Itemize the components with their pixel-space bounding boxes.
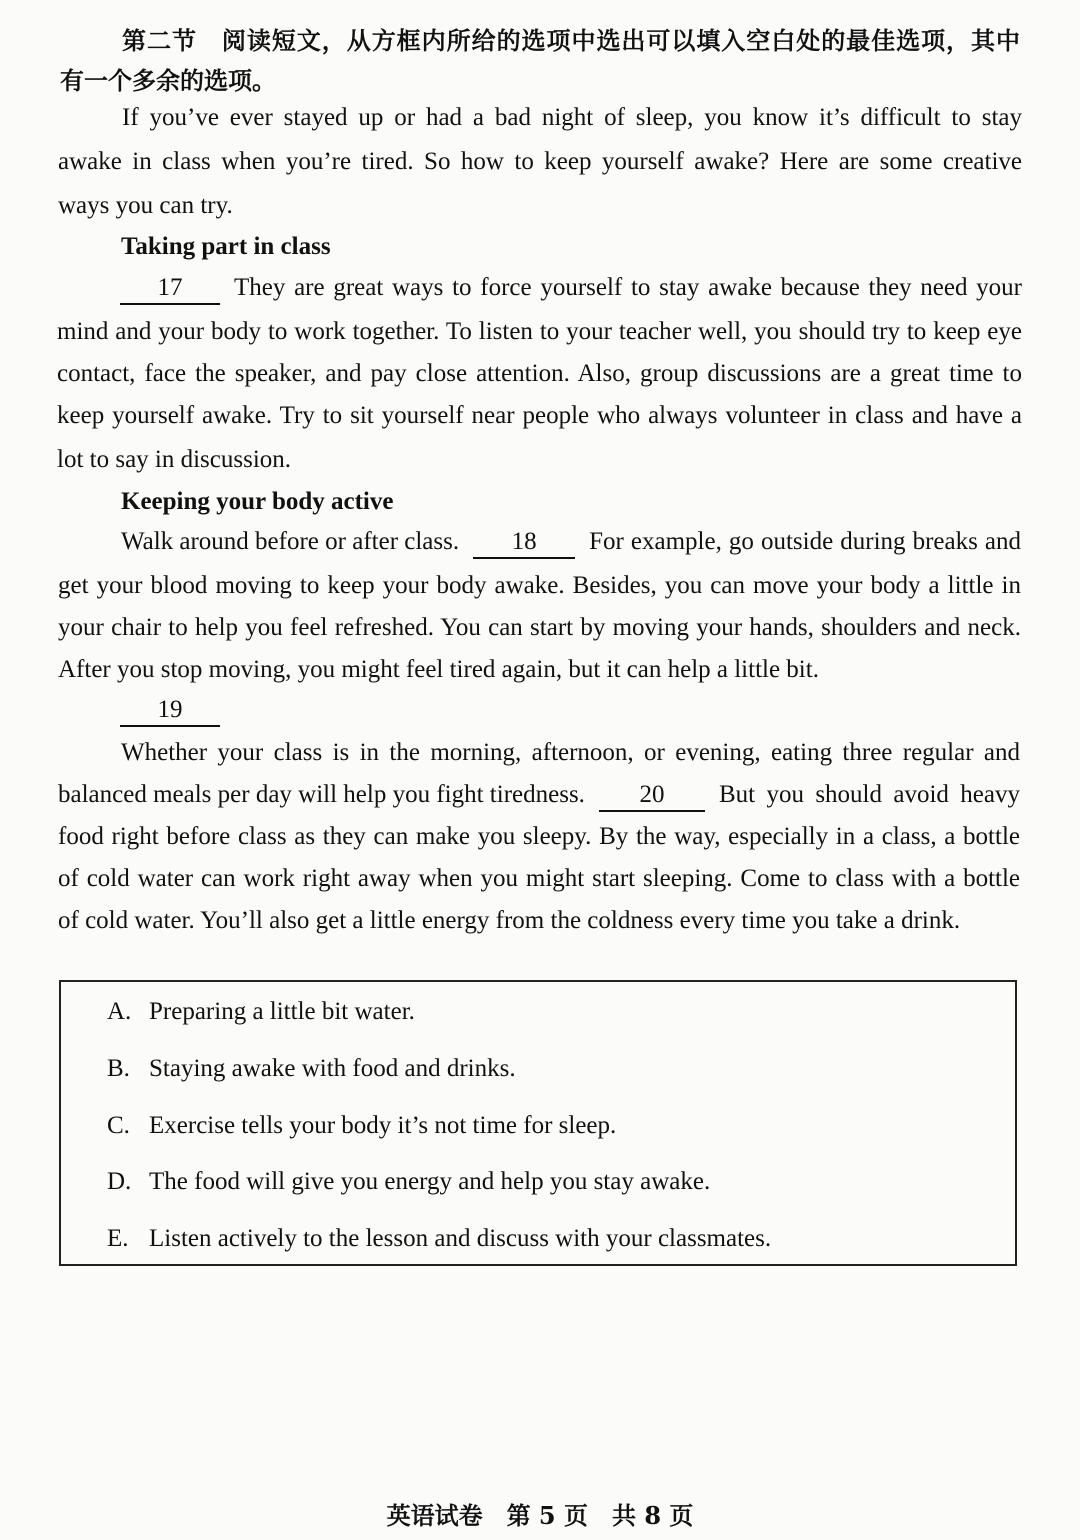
part3-line3: food right before class as they can make you sleepy. By the way, especially in a class, a bottle [58, 823, 1020, 850]
option-e [107, 1223, 771, 1255]
part1-line4: keep yourself awake. Try to sit yourself near people who always volunteer in class and have a [57, 402, 1022, 429]
part1-line3: contact, face the speaker, and pay close attention. Also, group discussions are a great time to [57, 360, 1022, 387]
part3-line1: Whether your class is in the morning, afternoon, or evening, eating three regular and [121, 739, 1020, 766]
part2-line1-start: Walk around before or after class. [121, 528, 460, 555]
part1-line2: mind and your body to work together. To listen to your teacher well, you should try to keep eye [57, 318, 1022, 345]
option-text: Staying awake with food and drinks. [149, 1055, 516, 1082]
option-c [107, 1110, 616, 1142]
part3-line2 [58, 779, 1020, 812]
options-box [59, 980, 1017, 1266]
section-instruction-line1: 第二节 阅读短文，从方框内所给的选项中选出可以填入空白处的最佳选项，其中 [122, 26, 1020, 55]
option-b [107, 1053, 516, 1085]
option-text: Listen actively to the lesson and discuss with your classmates. [149, 1225, 772, 1252]
blank-19: 19 [120, 697, 220, 727]
page-footer: 英语试卷 第 5 页 共 8 页 [386, 1501, 694, 1530]
option-text: The food will give you energy and help you stay awake. [149, 1168, 711, 1195]
option-letter: E. [107, 1225, 129, 1252]
part3-line5: of cold water. You’ll also get a little energy from the coldness every time you take a drink. [58, 907, 961, 934]
part2-line2: get your blood moving to keep your body awake. Besides, you can move your body a little in [58, 572, 1021, 599]
blank-20: 20 [599, 782, 705, 812]
part3-line4: of cold water can work right away when you might start sleeping. Come to class with a bottle [58, 865, 1020, 892]
part1-line5: lot to say in discussion. [57, 446, 292, 473]
option-letter: B. [107, 1055, 130, 1082]
heading-taking-part: Taking part in class [121, 233, 331, 260]
part1-line1 [120, 272, 1022, 305]
heading-body-active: Keeping your body active [121, 488, 394, 515]
option-a [107, 996, 415, 1028]
part2-line3: your chair to help you feel refreshed. You can start by moving your hands, shoulders and neck. [58, 614, 1021, 641]
section-instruction-line2: 有一个多余的选项。 [60, 66, 276, 95]
part1-line1-text: They are great ways to force yourself to stay awake because they need your [234, 274, 1022, 301]
blank-17: 17 [120, 275, 220, 305]
blank-18: 18 [473, 529, 575, 559]
option-d [107, 1166, 710, 1198]
intro-line1: If you’ve ever stayed up or had a bad night of sleep, you know it’s difficult to stay [122, 104, 1022, 131]
option-letter: C. [107, 1112, 130, 1139]
part3-line2-text: But you should avoid heavy [718, 781, 1020, 808]
part2-line4: After you stop moving, you might feel tired again, but it can help a little bit. [58, 656, 819, 683]
intro-line3: ways you can try. [58, 192, 233, 219]
intro-line2: awake in class when you’re tired. So how to keep yourself awake? Here are some creative [58, 148, 1022, 175]
part2-line1-text: For example, go outside during breaks and [589, 528, 1021, 555]
part2-line1 [121, 526, 1021, 559]
part3-heading-blank [120, 694, 220, 727]
part3-line2-start: balanced meals per day will help you fight tiredness. [58, 781, 585, 808]
option-letter: D. [107, 1168, 132, 1195]
option-text: Preparing a little bit water. [149, 998, 415, 1025]
option-letter: A. [107, 998, 132, 1025]
option-text: Exercise tells your body it’s not time for sleep. [149, 1112, 617, 1139]
